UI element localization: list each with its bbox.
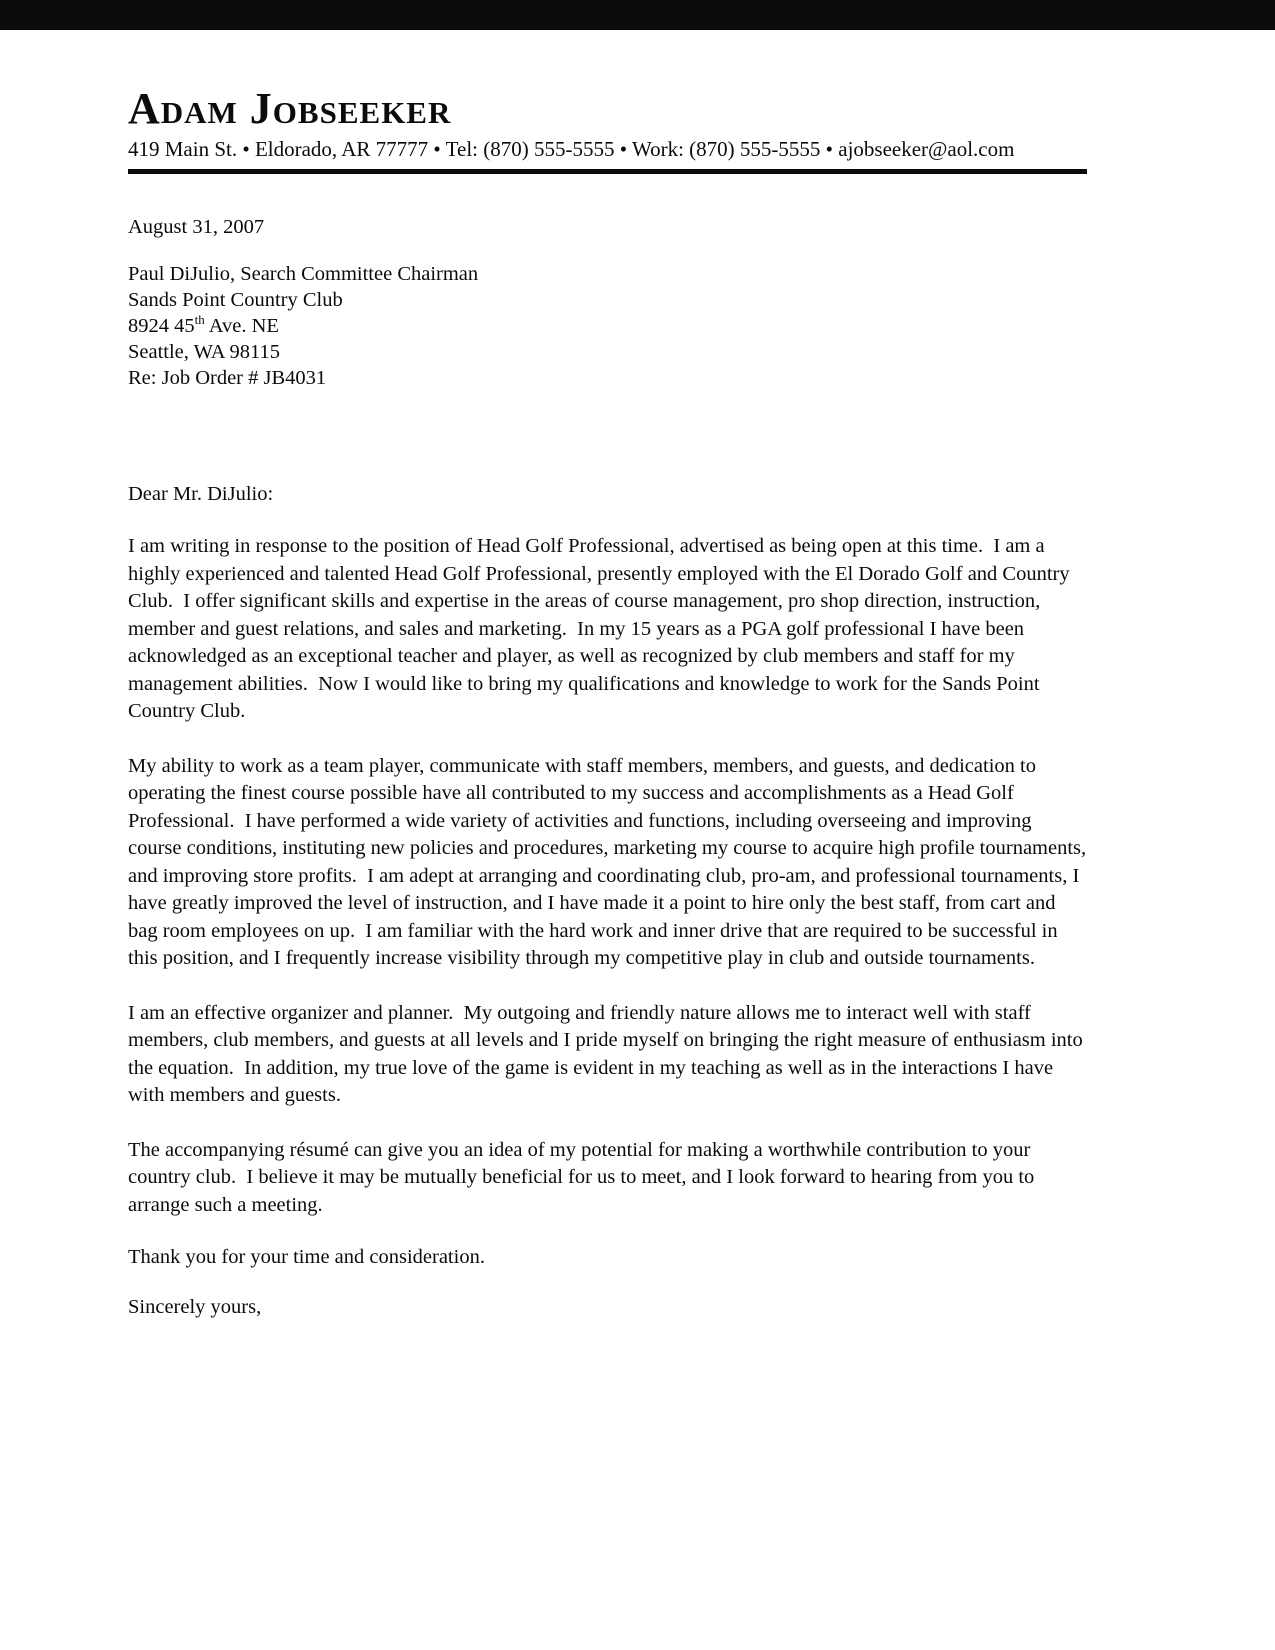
closing-thanks: Thank you for your time and consideration.: [128, 1246, 485, 1269]
address-ordinal-suffix: th: [194, 312, 205, 328]
address-street-name: Ave. NE: [204, 315, 279, 338]
recipient-address-line: [128, 313, 1087, 339]
recipient-name-line: Paul DiJulio, Search Committee Chairman: [128, 263, 479, 286]
reference-line: Re: Job Order # JB4031: [128, 367, 327, 390]
body-paragraph-2: My ability to work as a team player, communicate with staff members, members, and guests, and dedication to operating the finest course possible have all contributed to my success and accomplishments as a Head Golf Professional. I have performed a wide variety of activities and functions, including overseeing and improving course conditions, instituting new policies and procedures, marketing my course to acquire high profile tournaments, and improving store profits. I am adept at arranging and coordinating club, pro-am, and professional tournaments, I have greatly improved the level of instruction, and I have made it a point to hire only the best staff, from cart and bag room employees on up. I am familiar with the hard work and inner drive that are required to be successful in this position, and I frequently increase visibility through my competitive play in club and outside tournaments.: [128, 754, 1092, 970]
scan-border-top: [0, 0, 1275, 30]
recipient-block: [128, 261, 1087, 391]
body-paragraph-4: The accompanying résumé can give you an idea of my potential for making a worthwhile contribution to your country club. I believe it may be mutually beneficial for us to meet, and I look forward to hearing from you to arrange such a meeting.: [128, 1138, 1040, 1216]
sender-contact-line: 419 Main St. • Eldorado, AR 77777 • Tel: (870) 555-5555 • Work: (870) 555-5555 • ajobseeker@aol.com: [128, 137, 1015, 162]
recipient-company-line: Sands Point Country Club: [128, 289, 343, 312]
letter-date: August 31, 2007: [128, 216, 265, 239]
salutation: Dear Mr. DiJulio:: [128, 483, 274, 506]
address-street-number: 8924 45: [128, 315, 195, 338]
signoff: Sincerely yours,: [128, 1296, 262, 1319]
recipient-city-line: Seattle, WA 98115: [128, 341, 281, 364]
body-paragraph-3: I am an effective organizer and planner. My outgoing and friendly nature allows me to interact well with staff members, club members, and guests at all levels and I pride myself on bringing the right measure of enthusiasm into the equation. In addition, my true love of the game is evident in my teaching as well as in the interactions I have with members and guests.: [128, 1001, 1088, 1107]
header-rule: [128, 169, 1087, 174]
body-paragraph-1: I am writing in response to the position of Head Golf Professional, advertised as being open at this time. I am a highly experienced and talented Head Golf Professional, presently employed with the El Dorado Golf and Country Club. I offer significant skills and expertise in the areas of course management, pro shop direction, instruction, member and guest relations, and sales and marketing. In my 15 years as a PGA golf professional I have been acknowledged as an exceptional teacher and player, as well as recognized by club members and staff for my management abilities. Now I would like to bring my qualifications and knowledge to work for the Sands Point Country Club.: [128, 535, 1075, 723]
sender-name: Adam Jobseeker: [128, 84, 452, 133]
